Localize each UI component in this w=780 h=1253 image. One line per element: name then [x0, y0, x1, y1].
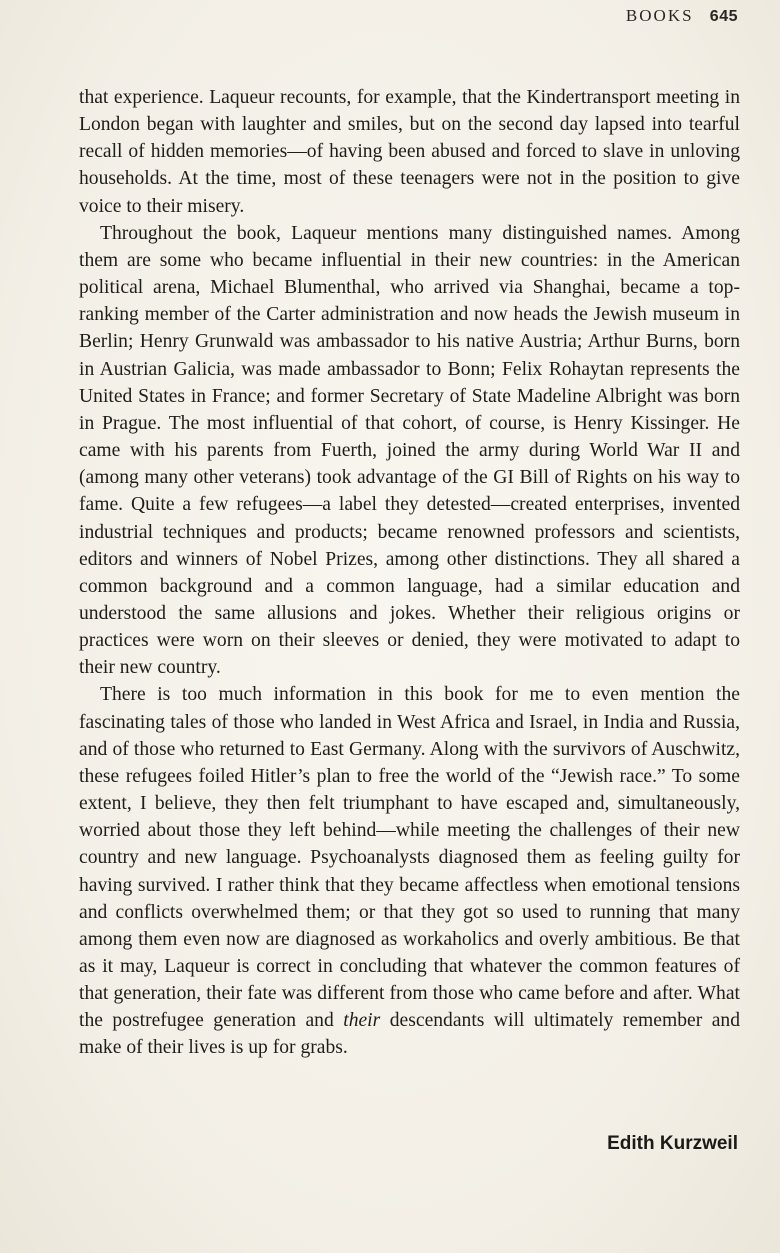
emphasized-word: their [343, 1010, 381, 1032]
paragraph-2: Throughout the book, Laqueur mentions many distinguished names. Among them are some who became influential in their new countries: in the American political arena, Michael Blumenthal, who arrived via Shanghai, became a top-ranking member of the Carter administration and now heads the Jewish museum in Berlin; Henry Grunwald was ambassador to his native Austria; Arthur Burns, born in Austrian Galicia, was made ambassador to Bonn; Felix Rohaytan represents the United States in France; and former Secretary of State Madeline Albright was born in Prague. The most influential of that cohort, of course, is Henry Kissinger. He came with his parents from Fuerth, joined the army during World War II and (among many other veterans) took advantage of the GI Bill of Rights on his way to fame. Quite a few refugees—a label they detested—created enterprises, invented industrial techniques and products; became renowned professors and scientists, editors and winners of Nobel Prizes, among other distinctions. They all shared a common background and a common language, had a similar education and understood the same allusions and jokes. Whether their religious origins or practices were worn on their sleeves or denied, they were motivated to adapt to their new country. [79, 222, 740, 679]
running-head [626, 6, 738, 26]
author-signature: Edith Kurzweil [607, 1133, 738, 1154]
paragraph-1: that experience. Laqueur recounts, for example, that the Kindertransport meeting in London began with laughter and smiles, but on the second day lapsed into tearful recall of hidden memories—of having been abused and forced to slave in unloving households. At the time, most of these teenagers were not in the position to give voice to their misery. [79, 87, 740, 217]
page-number: 645 [709, 8, 738, 25]
paragraph-3 [79, 681, 740, 1061]
paragraph-3-ending: descendants will ultimately remember and make of their lives is up for grabs. [79, 1010, 740, 1059]
paragraph-3-text: There is too much information in this book for me to even mention the fascinating tales of those who landed in West Africa and Israel, in India and Russia, and of those who returned to East Germany. Along with the survivors of Auschwitz, these refugees foiled Hitler’s plan to free the world of the “Jewish race.” To some extent, I believe, they then felt triumphant to have escaped and, simultaneously, worried about those they left behind—while meeting the challenges of their new country and new language. Psychoanalysts diagnosed them as feeling guilty for having survived. I rather think that they became affectless when emotional tensions and conflicts overwhelmed them; or that they got so used to running that many among them even now are diagnosed as workaholics and overly ambitious. Be that as it may, Laqueur is correct in concluding that whatever the common features of that generation, their fate was different from those who came before and after. What the postrefugee generation and [79, 684, 740, 1032]
section-title: BOOKS [625, 6, 694, 25]
article-body [79, 84, 740, 1062]
